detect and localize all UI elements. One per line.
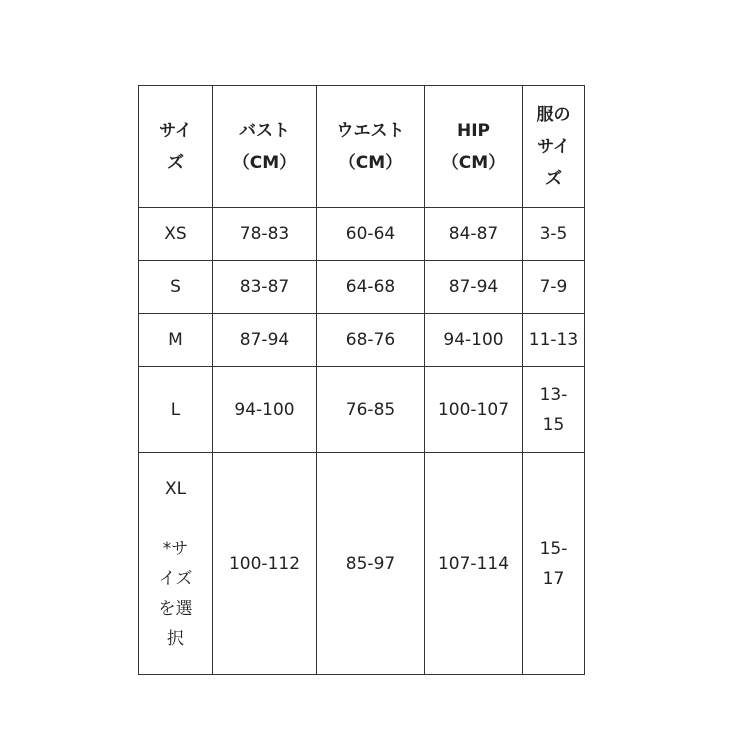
waist-cell: 64-68: [317, 261, 425, 314]
waist-cell: 68-76: [317, 314, 425, 367]
table-row: [139, 208, 585, 261]
waist-cell: 76-85: [317, 367, 425, 453]
header-clothing-size: 服の サイ ズ: [523, 86, 585, 208]
hip-cell: 94-100: [425, 314, 523, 367]
size-cell: M: [139, 314, 213, 367]
clothing-size-cell: 3-5: [523, 208, 585, 261]
table-row: [139, 261, 585, 314]
size-cell: L: [139, 367, 213, 453]
table-row: [139, 314, 585, 367]
size-cell: XL *サ イズ を選 択: [139, 453, 213, 675]
size-chart-table: [138, 85, 585, 675]
waist-cell: 85-97: [317, 453, 425, 675]
header-size: サイ ズ: [139, 86, 213, 208]
table-row: [139, 367, 585, 453]
bust-cell: 87-94: [213, 314, 317, 367]
clothing-size-cell: 15- 17: [523, 453, 585, 675]
header-row: [139, 86, 585, 208]
hip-cell: 107-114: [425, 453, 523, 675]
header-hip: HIP （CM）: [425, 86, 523, 208]
waist-cell: 60-64: [317, 208, 425, 261]
bust-cell: 78-83: [213, 208, 317, 261]
bust-cell: 94-100: [213, 367, 317, 453]
size-cell: S: [139, 261, 213, 314]
clothing-size-cell: 13- 15: [523, 367, 585, 453]
clothing-size-cell: 11-13: [523, 314, 585, 367]
size-cell: XS: [139, 208, 213, 261]
clothing-size-cell: 7-9: [523, 261, 585, 314]
hip-cell: 84-87: [425, 208, 523, 261]
bust-cell: 100-112: [213, 453, 317, 675]
hip-cell: 87-94: [425, 261, 523, 314]
hip-cell: 100-107: [425, 367, 523, 453]
header-waist: ウエスト （CM）: [317, 86, 425, 208]
bust-cell: 83-87: [213, 261, 317, 314]
table-row: [139, 453, 585, 675]
header-bust: バスト （CM）: [213, 86, 317, 208]
